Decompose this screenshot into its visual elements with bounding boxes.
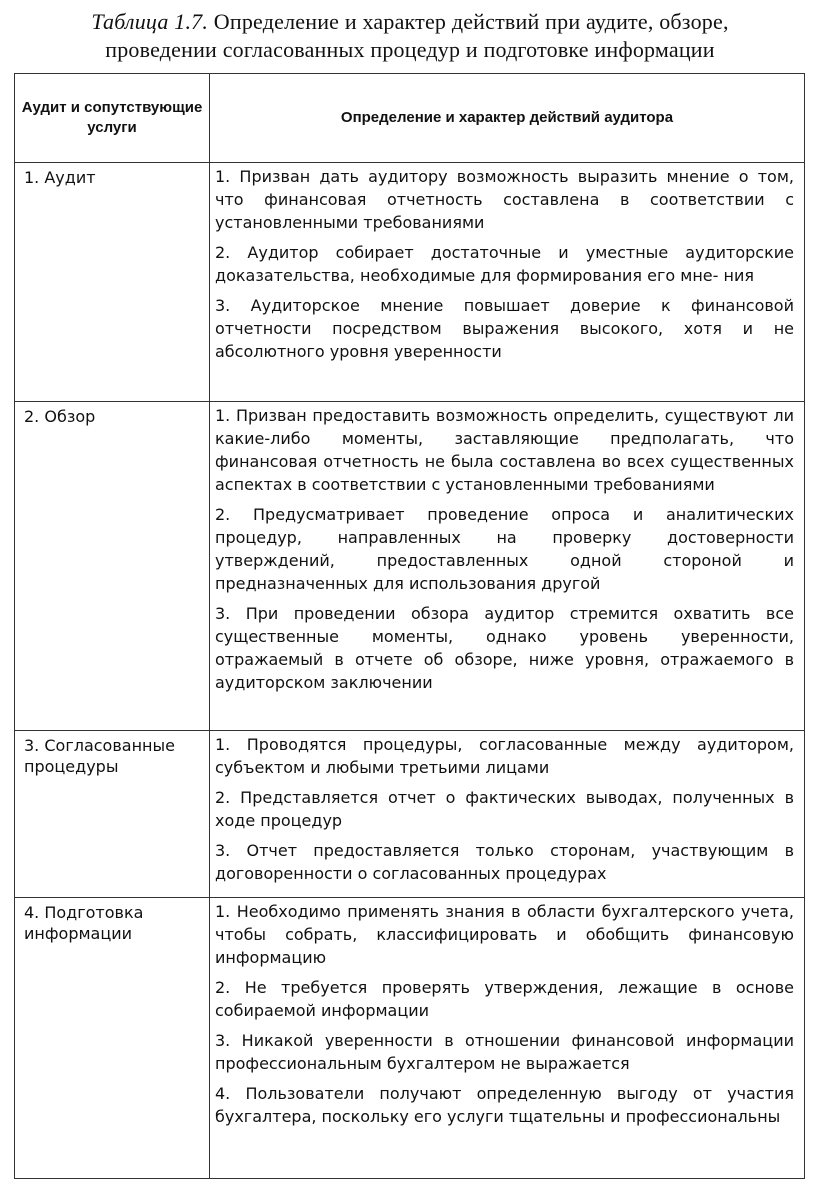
definition-item: 3. Аудиторское мнение повышает доверие к финансовой отчетности посредством выражения высокого, хотя и не абсолютного уровня уверенности [215,296,794,361]
service-cell: 4. Подготовка информации [15,898,210,1179]
definition-cell [210,402,805,731]
table-header-row [15,74,805,163]
service-cell: 2. Обзор [15,402,210,731]
table-caption [40,8,780,64]
definition-item: 3. При проведении обзора аудитор стремится охватить все существенные моменты, однако уровень уверенности, отражаемый в отчете об обзоре, ниже уровня, отражаемого в аудиторском заключении [215,604,794,692]
header-services: Аудит и сопутствующие услуги [15,74,210,163]
definition-item: 2. Аудитор собирает достаточные и уместные аудиторские доказательства, необходимые для формирования его мне- ния [215,243,794,285]
service-cell: 1. Аудит [15,163,210,402]
definition-cell [210,898,805,1179]
definition-item: 2. Предусматривает проведение опроса и аналитических процедур, направленных на проверку достоверности утверждений, предоставленных одной стороной и предназначенных для использования другой [215,505,794,593]
definition-item: 1. Призван дать аудитору возможность выразить мнение о том, что финансовая отчетность составлена в соответствии с установленными требованиями [215,167,794,232]
services-table [14,73,805,1179]
service-cell: 3. Согласованные процедуры [15,731,210,898]
table-row-compilation [15,898,805,1179]
table-row-audit [15,163,805,402]
definition-item: 1. Проводятся процедуры, согласованные между аудитором, субъектом и любыми третьими лицами [215,735,794,777]
definition-item: 2. Не требуется проверять утверждения, лежащие в основе собираемой информации [215,978,794,1020]
definition-item: 1. Призван предоставить возможность определить, существуют ли какие-либо моменты, заставляющие предполагать, что финансовая отчетность не была составлена во всех существенных аспектах в соответствии с установленными требованиями [215,406,794,494]
table-row-review [15,402,805,731]
definition-cell [210,731,805,898]
caption-line-1 [40,8,780,36]
caption-line-2: проведении согласованных процедур и подготовке информации [105,37,715,62]
definition-cell [210,163,805,402]
header-definition: Определение и характер действий аудитора [210,74,805,163]
definition-item: 3. Никакой уверенности в отношении финансовой информации профессиональным бухгалтером не выражается [215,1031,794,1073]
caption-text-1: Определение и характер действий при аудите, обзоре, [213,9,729,34]
definition-item: 1. Необходимо применять знания в области бухгалтерского учета, чтобы собрать, классифицировать и обобщить финансовую информацию [215,902,794,967]
definition-item: 2. Представляется отчет о фактических выводах, полученных в ходе процедур [215,788,794,830]
definition-item: 4. Пользователи получают определенную выгоду от участия бухгалтера, поскольку его услуги тщательны и профессиональны [215,1084,794,1126]
caption-table-number: Таблица 1.7. [91,9,209,34]
table-row-agreed-procedures [15,731,805,898]
definition-item: 3. Отчет предоставляется только сторонам, участвующим в договоренности о согласованных процедурах [215,841,794,883]
